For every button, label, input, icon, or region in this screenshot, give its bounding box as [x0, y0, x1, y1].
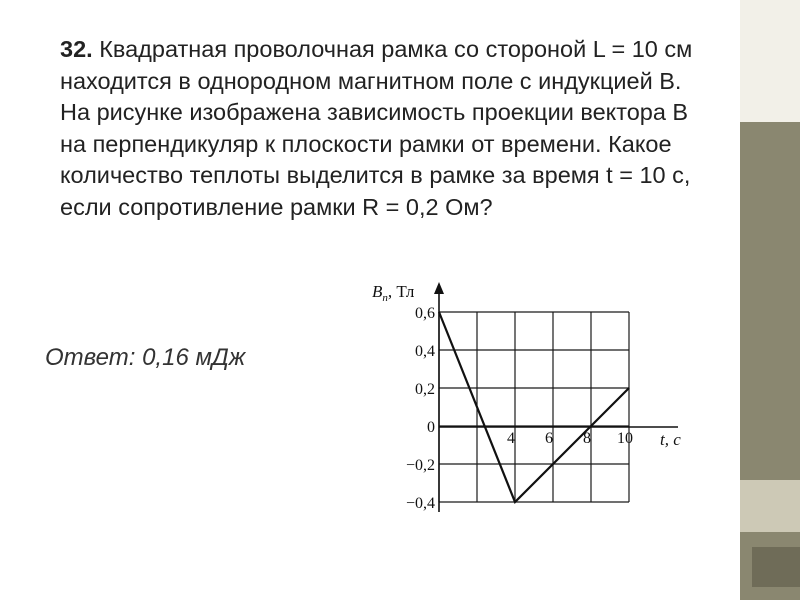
- axes: [434, 282, 678, 512]
- series-line: [439, 312, 629, 502]
- problem-body: Квадратная проволочная рамка со стороной L = 10 см находится в однородном магнитном поле с индукцией B. На рисунке изображена зависимость проекции вектора B на перпендикуляр к плоскости рамки от времени. Какое количество теплоты выделится в рамке за время t = 10 с, если сопротивление рамки R = 0,2 Ом?: [60, 36, 693, 220]
- y-axis-arrow: [434, 282, 444, 294]
- x-tick-label: 10: [617, 430, 633, 447]
- tick-labels: [406, 305, 633, 512]
- decorative-side-block-dark: [752, 547, 800, 587]
- series: [439, 312, 629, 502]
- y-tick-label: 0,4: [415, 343, 435, 360]
- chart-svg: [360, 280, 690, 520]
- y-tick-label: 0: [427, 419, 435, 436]
- y-tick-label: 0,6: [415, 305, 435, 322]
- x-tick-label: 8: [583, 430, 591, 447]
- y-tick-label: −0,4: [405, 495, 435, 512]
- x-tick-label: 6: [545, 430, 553, 447]
- answer-line: [45, 342, 400, 374]
- decorative-side-block-light: [740, 480, 800, 532]
- y-tick-label: −0,2: [405, 457, 435, 474]
- y-axis-label-symbol: B: [372, 282, 383, 301]
- answer-value: 0,16 мДж: [142, 344, 246, 371]
- x-axis-label: t, с: [660, 430, 681, 449]
- y-tick-label: 0,2: [415, 381, 435, 398]
- answer-label: Ответ:: [45, 344, 143, 371]
- y-axis-label-subscript: n: [382, 292, 388, 304]
- chart: [360, 280, 690, 520]
- decorative-side-block-top: [740, 0, 800, 122]
- problem-number: 32.: [60, 36, 93, 62]
- y-axis-label-unit: , Тл: [387, 282, 415, 301]
- grid: [439, 312, 629, 502]
- x-tick-label: 4: [507, 430, 515, 447]
- y-axis-label: [372, 282, 415, 304]
- problem-text: [60, 34, 700, 223]
